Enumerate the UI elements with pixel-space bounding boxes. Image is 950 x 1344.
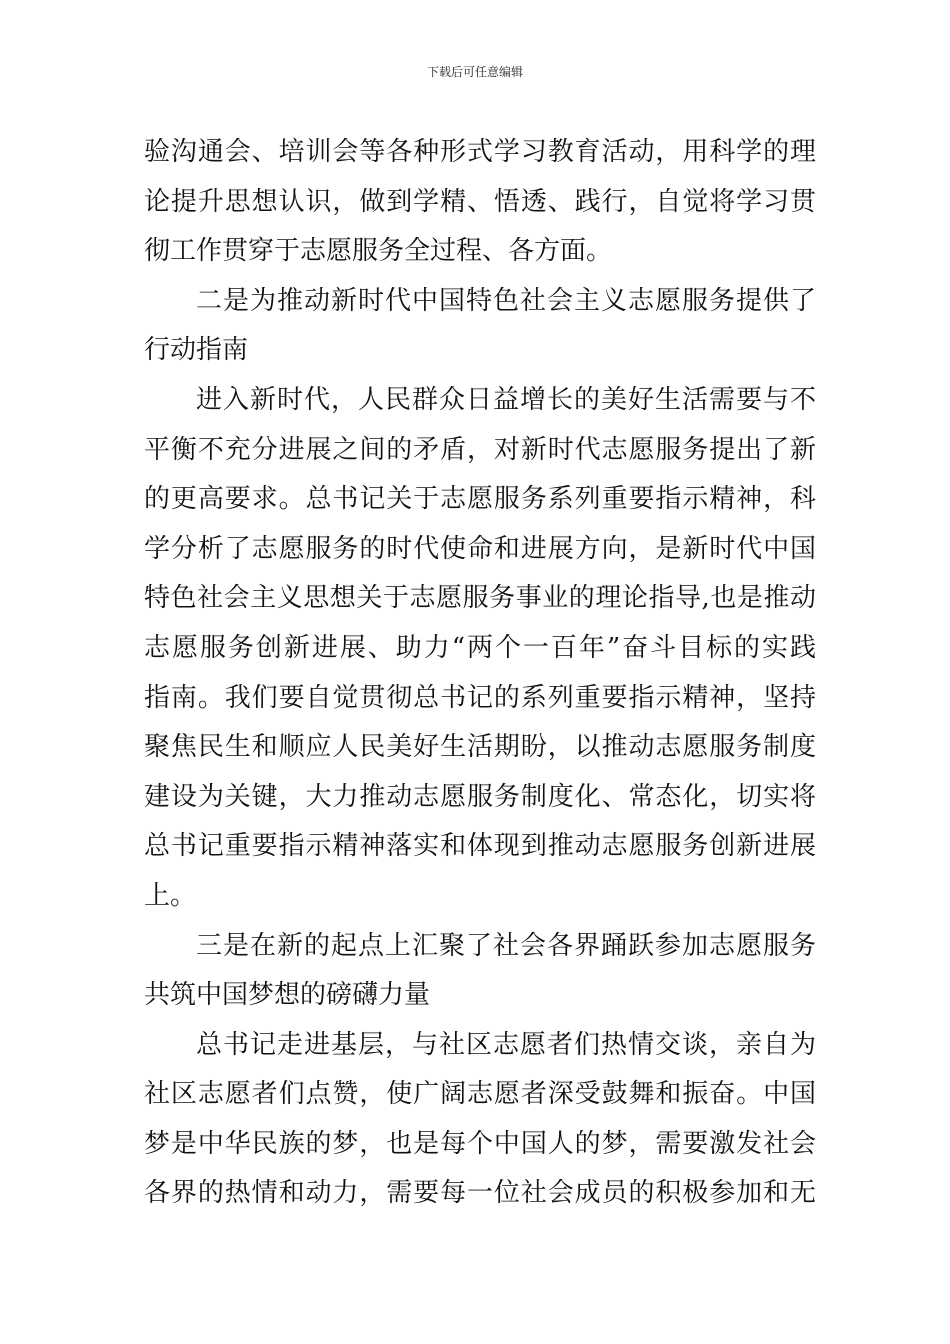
section-heading-line: 三是在新的起点上汇聚了社会各界踊跃参加志愿服务 [196, 930, 816, 961]
text-line: 特色社会主义思想关于志愿服务事业的理论指导,也是推动 [144, 583, 816, 614]
text-line: 聚焦民生和顺应人民美好生活期盼，以推动志愿服务制度 [144, 732, 816, 763]
text-line: 平衡不充分进展之间的矛盾，对新时代志愿服务提出了新 [144, 434, 816, 465]
text-line: 总书记走进基层，与社区志愿者们热情交谈，亲自为 [196, 1029, 816, 1060]
text-line: 学分析了志愿服务的时代使命和进展方向，是新时代中国 [144, 533, 816, 564]
text-line: 的更高要求。总书记关于志愿服务系列重要指示精神，科 [144, 484, 816, 515]
text-line: 志愿服务创新进展、助力“两个一百年”奋斗目标的实践 [144, 632, 816, 663]
text-line: 进入新时代，人民群众日益增长的美好生活需要与不 [196, 384, 816, 415]
text-line: 各界的热情和动力，需要每一位社会成员的积极参加和无 [144, 1178, 816, 1209]
text-line: 社区志愿者们点赞，使广阔志愿者深受鼓舞和振奋。中国 [144, 1079, 816, 1110]
text-line: 建设为关键，大力推动志愿服务制度化、常态化，切实将 [144, 781, 816, 812]
document-body [144, 128, 816, 1219]
section-heading-line: 二是为推动新时代中国特色社会主义志愿服务提供了 [196, 285, 816, 316]
text-line: 上。 [144, 880, 197, 911]
text-line: 梦是中华民族的梦，也是每个中国人的梦，需要激发社会 [144, 1128, 816, 1159]
section-heading-line: 共筑中国梦想的磅礴力量 [144, 980, 431, 1011]
section-heading-line: 行动指南 [144, 335, 249, 366]
text-line: 指南。我们要自觉贯彻总书记的系列重要指示精神，坚持 [144, 682, 816, 713]
text-line: 论提升思想认识，做到学精、悟透、践行，自觉将学习贯 [144, 186, 816, 217]
page-header: 下载后可任意编辑 [426, 65, 523, 79]
text-line: 验沟通会、培训会等各种形式学习教育活动，用科学的理 [144, 137, 816, 167]
text-line: 彻工作贯穿于志愿服务全过程、各方面。 [144, 236, 613, 267]
text-line: 总书记重要指示精神落实和体现到推动志愿服务创新进展 [144, 831, 816, 862]
